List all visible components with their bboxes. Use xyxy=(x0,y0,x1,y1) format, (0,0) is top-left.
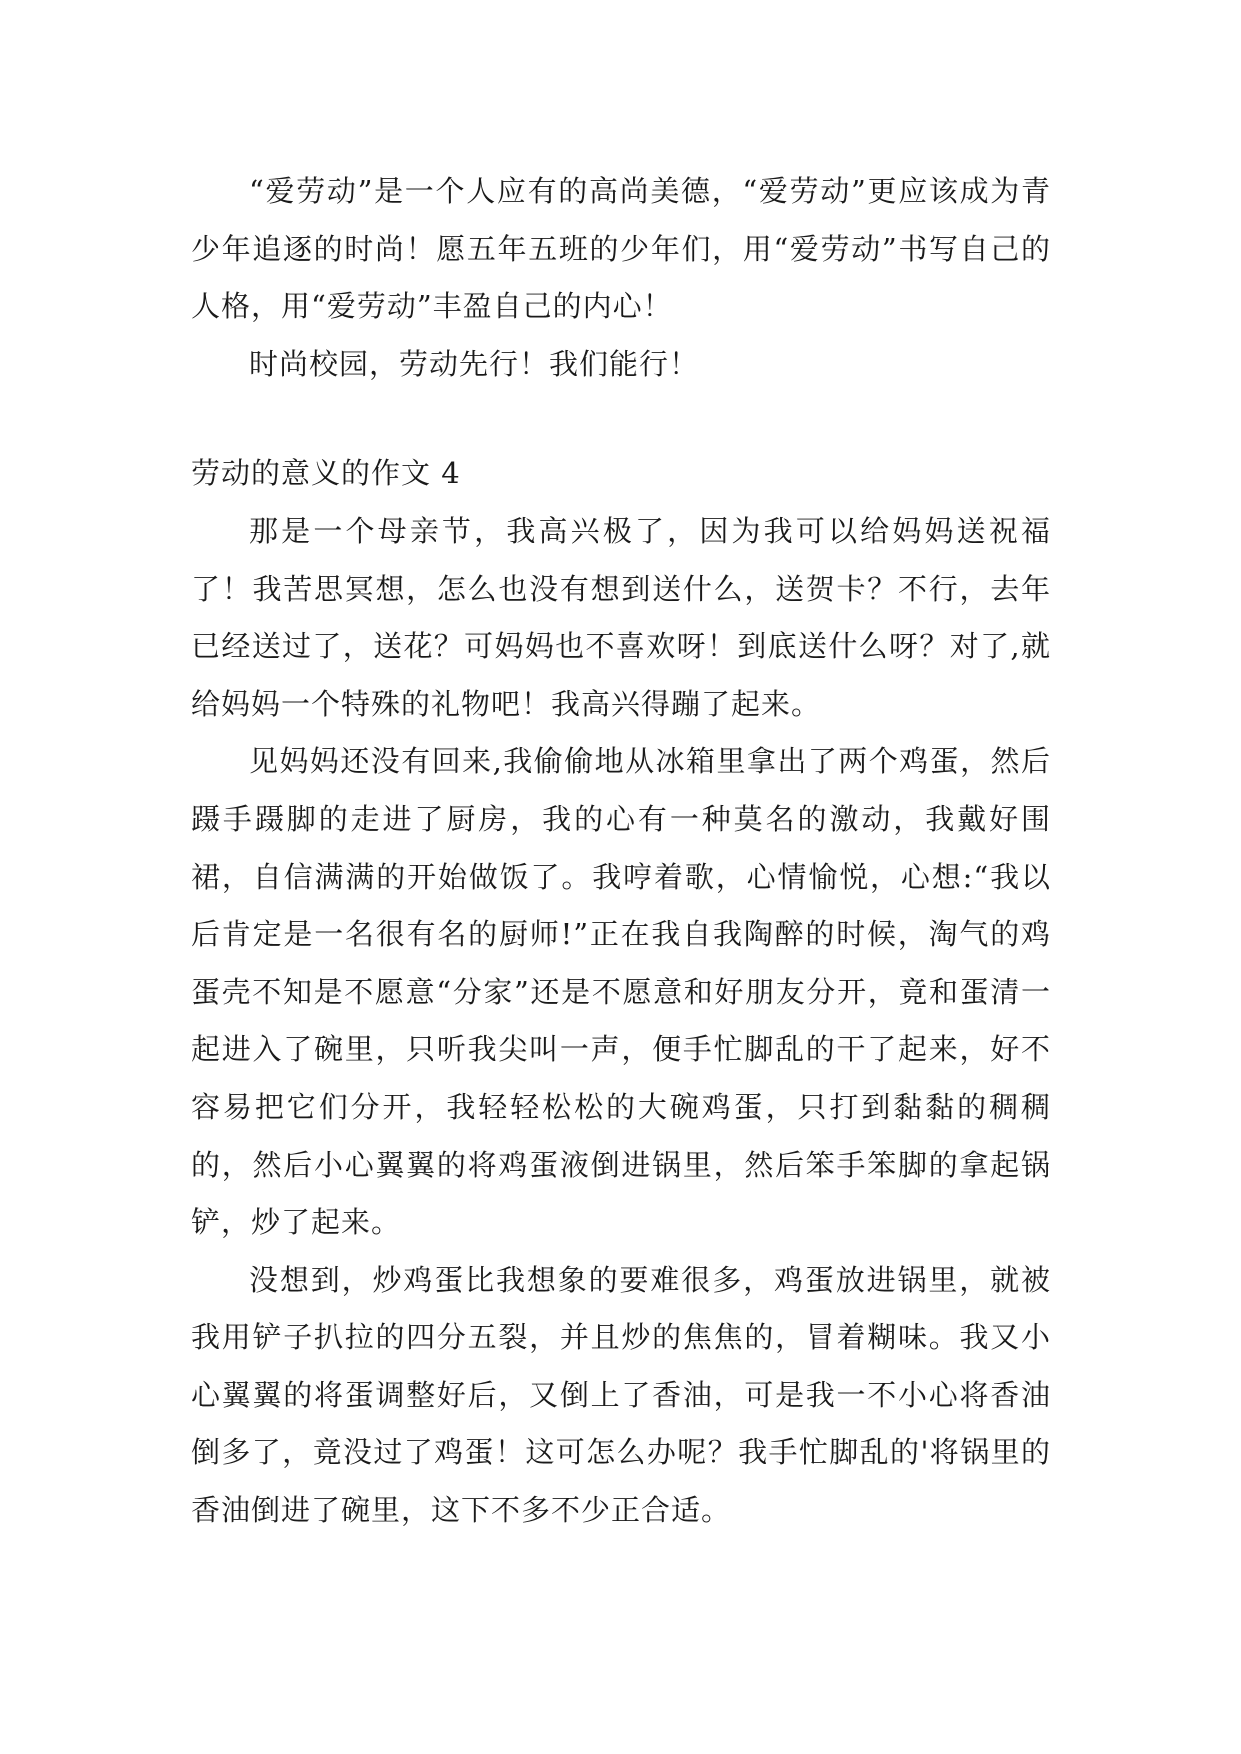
paragraph: 时尚校园，劳动先行！我们能行！ xyxy=(249,346,700,381)
section-title: 劳动的意义的作文 4 xyxy=(191,456,461,491)
document-page xyxy=(191,163,1051,1540)
paragraph: 那是一个母亲节，我高兴极了，因为我可以给妈妈送祝福了！我苦思冥想，怎么也没有想到送什么，送贺卡？不行，去年已经送过了，送花？可妈妈也不喜欢呀！到底送什么呀？对了,就给妈妈一个特殊的礼物吧！我高兴得蹦了起来。 xyxy=(191,513,1051,721)
paragraph: 没想到，炒鸡蛋比我想象的要难很多，鸡蛋放进锅里，就被我用铲子扒拉的四分五裂，并且炒的焦焦的，冒着糊味。我又小心翼翼的将蛋调整好后，又倒上了香油，可是我一不小心将香油倒多了，竟没过了鸡蛋！这可怎么办呢？我手忙脚乱的'将锅里的香油倒进了碗里，这下不多不少正合适。 xyxy=(191,1262,1051,1528)
paragraph: 见妈妈还没有回来,我偷偷地从冰箱里拿出了两个鸡蛋，然后蹑手蹑脚的走进了厨房，我的心有一种莫名的激动，我戴好围裙，自信满满的开始做饭了。我哼着歌，心情愉悦，心想:“我以后肯定是一名很有名的厨师!”正在我自我陶醉的时候，淘气的鸡蛋壳不知是不愿意“分家”还是不愿意和好朋友分开，竟和蛋清一起进入了碗里，只听我尖叫一声，便手忙脚乱的干了起来，好不容易把它们分开，我轻轻松松的大碗鸡蛋，只打到黏黏的稠稠的，然后小心翼翼的将鸡蛋液倒进锅里，然后笨手笨脚的拿起锅铲，炒了起来。 xyxy=(191,744,1051,1240)
paragraph: “爱劳动”是一个人应有的高尚美德，“爱劳动”更应该成为青少年追逐的时尚！愿五年五班的少年们，用“爱劳动”书写自己的人格，用“爱劳动”丰盈自己的内心！ xyxy=(191,174,1051,324)
